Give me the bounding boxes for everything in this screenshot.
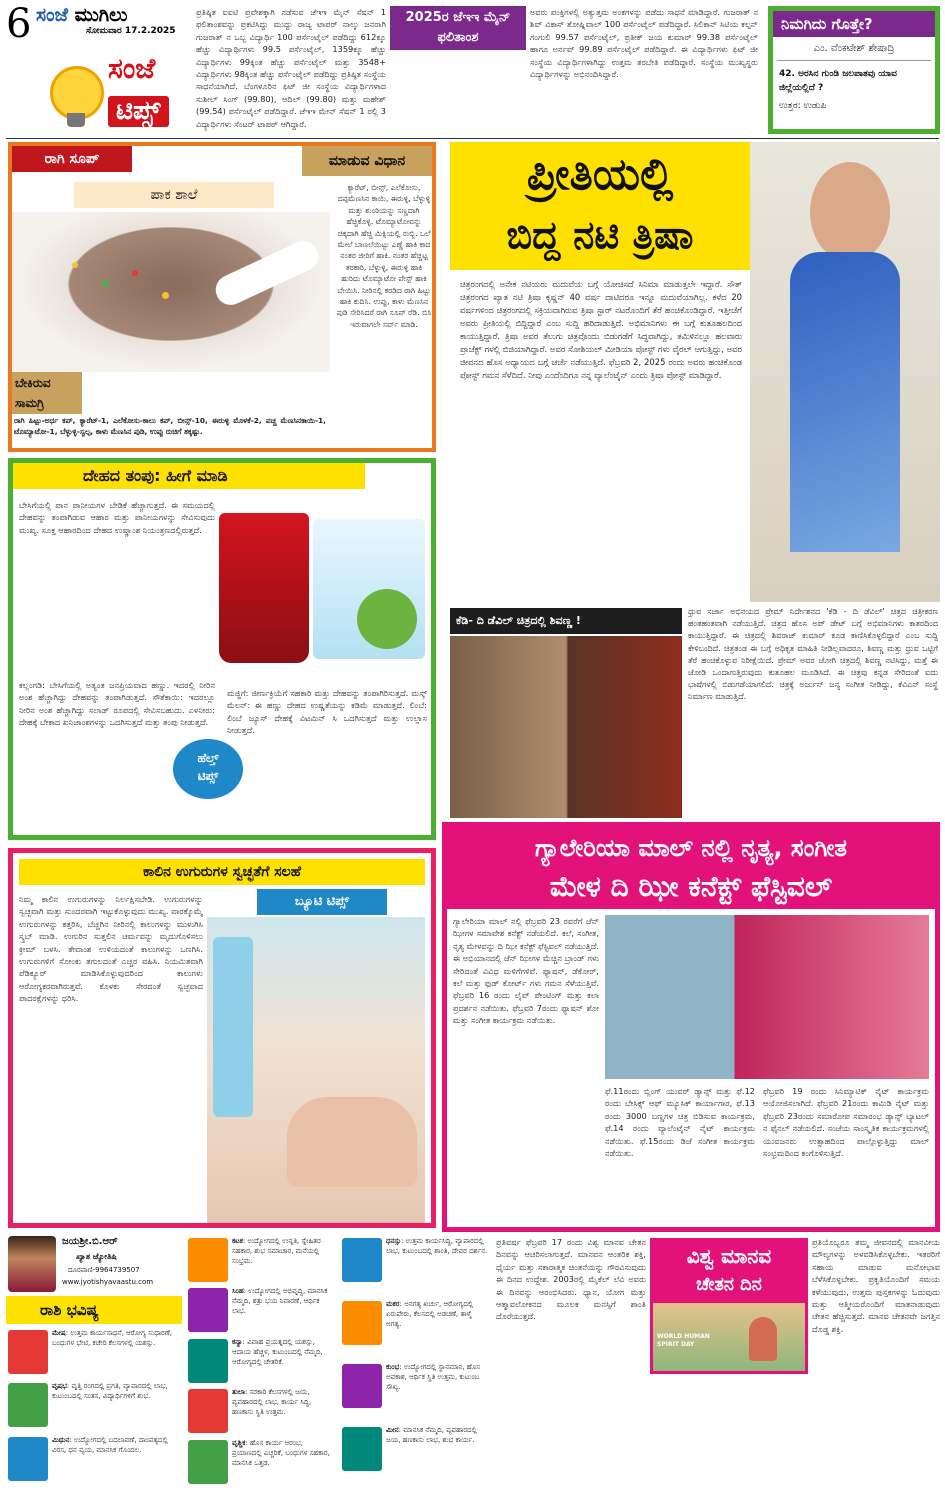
- rashi-prediction: ವೃತ್ತಿ ರಂಗದಲ್ಲಿ ಪ್ರಗತಿ, ವ್ಯಾಪಾರದಲ್ಲಿ ಲಾಭ, ಕುಟುಂಬದಲ್ಲಿ ಸಂತಸ, ವಿದ್ಯಾರ್ಥಿಗಳಿಗೆ ಶುಭ.: [52, 1382, 168, 1401]
- trisha-article: [450, 142, 940, 602]
- rashi-text: ಮೇಷ: ಉತ್ತಮ ಕಾರ್ಯಸಾಧನೆ, ಆರೋಗ್ಯ ಸುಧಾರಣೆ, ಬಂಧುಗಳ ಭೇಟಿ, ಕಚೇರಿ ಕೆಲಸಗಳಲ್ಲಿ ಯಶಸ್ಸು.: [52, 1329, 173, 1347]
- rashi-prediction: ಅನಗತ್ಯ ಖರ್ಚು, ಆರೋಗ್ಯದಲ್ಲಿ ಏರುಪೇರು, ಕೆಲಸದಲ್ಲಿ ಅಡಚಣೆ, ತಾಳ್ಮೆ ಅಗತ್ಯ.: [386, 1300, 474, 1328]
- zodiac-icon: [342, 1427, 382, 1471]
- rashi-name: ಕುಂಭ: [386, 1363, 400, 1371]
- page-number: 6: [6, 4, 32, 44]
- rashi-name: ಕಟಕ: [232, 1237, 243, 1245]
- shivanna-text: ಧ್ರುವ ಸರ್ಜಾ ಅಭಿನಯದ ಪ್ರೇಮ್ ನಿರ್ದೇಶನದ 'ಕೆಡಿ - ದಿ ಡೆವಿಲ್' ಚಿತ್ರದ ಚಿತ್ರೀಕರಣ ಹಂತಹಂತವಾಗಿ ನಡೆಯುತ್ತಿದೆ. ಚಿತ್ರದ ಹೊಸ ಅಪ್ ಡೇಟ್ ಬಗ್ಗೆ ಅಭಿಮಾನಿಗಳು ಕಾತರದಿಂದ ಕಾಯುತ್ತಿದ್ದಾರೆ. ಈ ಚಿತ್ರದಲ್ಲಿ ಶಿವರಾಜ್ ಕುಮಾರ್ ಕೂಡ ಕಾಣಿಸಿಕೊಳ್ಳಲಿದ್ದಾರೆ ಎಂಬ ಸುದ್ದಿ ಕೇಳಿಬಂದಿದೆ. ಚಿತ್ರತಂಡ ಈ ಬಗ್ಗೆ ಅಧಿಕೃತ ಮಾಹಿತಿ ನೀಡಿಲ್ಲವಾದರೂ, ಶಿವಣ್ಣ ಮತ್ತು ಧ್ರುವ ಒಟ್ಟಿಗೆ ತೆರೆ ಹಂಚಿಕೊಳ್ಳುವ ನಿರೀಕ್ಷೆಯಿದೆ. ಪ್ರೇಮ್ ಅವರ ಜೋಗಿ ಚಿತ್ರದಲ್ಲಿ ಶಿವಣ್ಣ ನಟಿಸಿದ್ದು, ಮತ್ತೆ ಈ ಜೋಡಿ ಒಂದಾಗುತ್ತಿರುವುದು ಕುತೂಹಲ ಮೂಡಿಸಿದೆ. ಈ ಚಿತ್ರವು ಕನ್ನಡ ಸೇರಿದಂತೆ ಐದು ಭಾಷೆಗಳಲ್ಲಿ ಬಿಡುಗಡೆಯಾಗಲಿದೆ. ಚಿತ್ರಕ್ಕೆ ಅರ್ಜುನ್ ಜನ್ಯ ಸಂಗೀತ ನೀಡಿದ್ದು, ಕೆವಿಎನ್ ಸಂಸ್ಥೆ ನಿರ್ಮಾಣ ಮಾಡುತ್ತಿದೆ.: [688, 607, 938, 702]
- quiz-question: 42. ಅರಸಿನ ಗುಂಡಿ ಜಲಪಾತವು ಯಾವ ಜಿಲ್ಲೆಯಲ್ಲಿದೆ ?: [779, 69, 897, 93]
- watermelon-juice-image: [219, 513, 309, 663]
- shivanna-tag: ಕೆಡಿ- ದಿ ಡೆವಿಲ್ ಚಿತ್ರದಲ್ಲಿ ಶಿವಣ್ಣ !: [450, 608, 682, 634]
- rashi-prediction: ಉದ್ಯೋಗದಲ್ಲಿ ಬದಲಾವಣೆ, ದಾಂಪತ್ಯದಲ್ಲಿ ವಿರಸ, ಧನ ವ್ಯಯ, ಮಾನಸಿಕ ಗೊಂದಲ.: [52, 1435, 168, 1454]
- rashi-item: [6, 1381, 182, 1432]
- world-day-title: ವಿಶ್ವ ಮಾನವ ಚೇತನ ದಿನ: [653, 1241, 805, 1303]
- jee-article-col2: ಅವರು ಪಂಕ್ತಿಗಳಲ್ಲಿ ಅತ್ಯುತ್ತಮ ಅಂಕಗಳನ್ನು ಪಡೆದು ಸಾಧನೆ ಮಾಡಿದ್ದಾರೆ. ಗುಜರಾತ್ ನ ಶಿವ್ ವಿಕಾಸ್ ತೋಷ್ನಿವಾಲ್ 100 ಪರ್ಸೆಂಟೈಲ್ ಪಡೆದಿದ್ದಾರೆ. ಸಿಲಿಕಾನ್ ಸಿಟಿಯ ಕಲ್ಪನ್ ಗಂಗುಲಿ 99.57 ಪರ್ಸೆಂಟೈಲ್, ಪ್ರತೀಕ್ ಜಯ ಕುಮಾರ್ 99.38 ಪರ್ಸೆಂಟೈಲ್ ಹಾಗೂ ಅರ್ನವ್ 99.89 ಪರ್ಸೆಂಟೈಲ್ ಪಡೆದಿದ್ದಾರೆ. ಈ ವಿದ್ಯಾರ್ಥಿಗಳು ಫಿಟ್ ಜೀ ಸಂಸ್ಥೆಯ ವಿದ್ಯಾರ್ಥಿಗಳಾಗಿದ್ದು ಉತ್ತಮ ತರಬೇತಿ ಪಡೆದಿದ್ದಾರೆ. ಸಂಸ್ಥೆಯ ಮುಖ್ಯಸ್ಥರು ವಿದ್ಯಾರ್ಥಿಗಳನ್ನು ಅಭಿನಂದಿಸಿದ್ದಾರೆ.: [530, 7, 758, 80]
- trisha-headline-2: ಬಿದ್ದ ನಟಿ ತ್ರಿಷಾ: [506, 213, 694, 257]
- world-day-image-caption: WORLD HUMAN SPIRIT DAY: [657, 1333, 710, 1348]
- rashi-text: ತುಲಾ: ಸರಕಾರಿ ಕೆಲಸಗಳಲ್ಲಿ ಜಯ, ವ್ಯವಹಾರದಲ್ಲಿ ಲಾಭ, ಕಾರ್ಯ ಸಿದ್ಧಿ, ಹಣಕಾಸು ಸ್ಥಿತಿ ಉತ್ತಮ.: [232, 1388, 312, 1417]
- rashi-name: ಮಿಥುನ: [52, 1435, 70, 1444]
- rashi-name: ಮೇಷ: [52, 1329, 66, 1337]
- zodiac-icon: [188, 1339, 228, 1383]
- feet-text: ನಿಮ್ಮ ಕಾಲಿನ ಉಗುರುಗಳನ್ನು ನಿರ್ಲಕ್ಷಿಸಬೇಡಿ. ಉಗುರುಗಳನ್ನು ಸ್ವಚ್ಛವಾಗಿ ಮತ್ತು ಸುಂದರವಾಗಿ ಇಟ್ಟುಕೊಳ್ಳುವುದು ಮುಖ್ಯ. ವಾರಕ್ಕೊಮ್ಮೆ ಉಗುರುಗಳನ್ನು ಕತ್ತರಿಸಿ, ಬೆಚ್ಚಗಿನ ನೀರಿನಲ್ಲಿ ಕಾಲುಗಳನ್ನು ಮುಳುಗಿಸಿ ಸ್ಕ್ರಬ್ ಮಾಡಿ. ಉಗುರಿನ ಸುತ್ತಲಿನ ಚರ್ಮವನ್ನು ಮೃದುಗೊಳಿಸಲು ಕ್ರೀಮ್ ಬಳಸಿ. ತೇವಾಂಶ ಉಳಿಯದಂತೆ ಕಾಲುಗಳನ್ನು ಒಣಗಿಸಿ. ಉಗುರುಗಳಿಗೆ ಸೋಂಕು ತಗುಲದಂತೆ ಎಚ್ಚರ ವಹಿಸಿ. ನಿಯಮಿತವಾಗಿ ಪೆಡಿಕ್ಯೂರ್ ಮಾಡಿಸಿಕೊಳ್ಳುವುದರಿಂದ ಕಾಲುಗಳು ಆರೋಗ್ಯಕರವಾಗಿರುತ್ತವೆ. ಕೊಳಕು ಸೇರದಂತೆ ಸ್ವಚ್ಛವಾದ ಪಾದರಕ್ಷೆಗಳನ್ನು ಧರಿಸಿ.: [19, 894, 203, 1004]
- zodiac-icon: [342, 1301, 382, 1345]
- rashi-name: ತುಲಾ: [232, 1388, 245, 1397]
- rashi-item: [6, 1328, 182, 1379]
- rashi-text: ಕುಂಭ: ಉದ್ಯೋಗದಲ್ಲಿ ಸ್ಥಾನಮಾನ, ಹೊಸ ಅವಕಾಶ, ಆರ್ಥಿಕ ಸ್ಥಿತಿ ಉತ್ತಮ, ಕುಟುಂಬ ಸೌಖ್ಯ.: [386, 1363, 480, 1391]
- trisha-photo: [750, 142, 940, 602]
- health-items-right: ಮಜ್ಜಿಗೆ: ಜೀರ್ಣಕ್ರಿಯೆಗೆ ಸಹಕಾರಿ ಮತ್ತು ದೇಹವನ್ನು ತಂಪಾಗಿರಿಸುತ್ತದೆ. ಮಸ್ಕ್ ಮೆಲನ್: ಈ ಹಣ್ಣು ದೇಹದ ಉಷ್ಣತೆಯನ್ನು ಕಡಿಮೆ ಮಾಡುತ್ತದೆ. ಲಿಂಬೆ: ಲಿಂಬೆ ಜ್ಯೂಸ್ ದೇಹಕ್ಕೆ ವಿಟಮಿನ್ ಸಿ ಒದಗಿಸುತ್ತದೆ ಮತ್ತು ಉಲ್ಲಾಸ ನೀಡುತ್ತದೆ.: [227, 688, 427, 736]
- ingredients-label: ಬೇಕಿರುವ ಸಾಮಗ್ರಿ: [12, 372, 82, 414]
- issue-date: ಸೋಮವಾರ 17.2.2025: [86, 26, 176, 36]
- rashi-text: ವೃಶ್ಚಿಕ: ಹೊಸ ಕಾರ್ಯ ಆರಂಭ, ಪ್ರಯಾಣದಲ್ಲಿ ಎಚ್ಚರಿಕೆ, ಬಂಧುಗಳ ಸಹಕಾರ, ಮಾನಸಿಕ ಒತ್ತಡ.: [232, 1438, 330, 1467]
- galleria-painting-image: [605, 915, 929, 1079]
- world-day-box: [650, 1238, 808, 1374]
- foot-care-image: [207, 917, 425, 1223]
- rashi-text: ಕಟಕ: ಉದ್ಯೋಗದಲ್ಲಿ ಉನ್ನತಿ, ಸ್ನೇಹಿತರ ಸಹಕಾರ, ಶುಭ ಸಮಾಚಾರ, ಮನೆಯಲ್ಲಿ ಸಂಭ್ರಮ.: [232, 1237, 321, 1265]
- zodiac-icon: [188, 1288, 228, 1332]
- rashi-prediction: ಮಾನಸಿಕ ನೆಮ್ಮದಿ, ವ್ಯವಹಾರದಲ್ಲಿ ಜಯ, ಹಣಕಾಸು ಲಾಭ, ಶುಭ ಕಾರ್ಯ.: [386, 1426, 477, 1444]
- jee-article-col1: ಪ್ರತಿಷ್ಠಿತ ಐಐಟಿ ಪ್ರವೇಶಕ್ಕಾಗಿ ನಡೆಸುವ ಜೆಇಇ ಮೈನ್ ಸೆಷನ್ 1 ಫಲಿತಾಂಶವನ್ನು ಪ್ರಕಟಿಸಿದ್ದು ಮುದ್ದು ರಾಜ್ಯ ಟಾಪರ್ ನಾಲ್ಕು ಜನರಾಗಿ ಗುಜರಾತ್ ನ ಒಬ್ಬ ವಿದ್ಯಾರ್ಥಿ 100 ಪರ್ಸೆಂಟೈಲ್ ಪಡೆದಿದ್ದು 612ಕ್ಕೂ ಹೆಚ್ಚು ವಿದ್ಯಾರ್ಥಿಗಳು 99.5 ಪರ್ಸೆಂಟೈಲ್, 1359ಕ್ಕೂ ಹೆಚ್ಚು ವಿದ್ಯಾರ್ಥಿಗಳು 99ಕ್ಕಿಂತ ಹೆಚ್ಚು ಪರ್ಸೆಂಟೈಲ್ ಮತ್ತು 3548+ ವಿದ್ಯಾರ್ಥಿಗಳು 98ಕ್ಕಿಂತ ಹೆಚ್ಚು ಪರ್ಸೆಂಟೈಲ್ ಪಡೆದಿದ್ದು ಪ್ರತಿಷ್ಠಿತ ಸಂಸ್ಥೆಯ ಸಾಧನೆಯಾಗಿದೆ. ಬೆಂಗಳೂರಿನ ಫಿಟ್ ಜೀ ಸಂಸ್ಥೆಯ ವಿದ್ಯಾರ್ಥಿಗಳಾದ ಸುಶೀಲ್ ಸಿಂಗ್ (99.80), ಆದಿಲ್ (99.80) ಮತ್ತು ಮಹೇಶ್ (99.54) ಪರ್ಸೆಂಟೈಲ್ ಪಡೆದಿದ್ದಾರೆ. ಜೆಇಇ ಮೇನ್ ಸೆಷನ್ 1 ರಲ್ಲಿ 3 ವಿದ್ಯಾರ್ಥಿಗಳು ಸೆಂಟರ್ ಟಾಪರ್ ಆಗಿದ್ದಾರೆ.: [196, 7, 386, 129]
- astrologer-name: ಜಯಶ್ರೀ.ಬಿ.ಆರ್: [62, 1236, 118, 1247]
- astrologer-phone: ದೂರವಾಣಿ-9964739507: [68, 1266, 140, 1274]
- rashi-name: ಮೀನ: [386, 1426, 399, 1434]
- galleria-col2: ಫೆ.11ರಂದು ಬ್ಲಿಂಗ್ ಯುವರ್ ಡ್ಯಾನ್ಸ್ ಮತ್ತು ಫೆ.12 ರಂದು ಬೇಸಿಕ್ಸ್ ಆಫ್ ಮ್ಯೂಸಿಕ್ ಕಾರ್ಯಾಗಾರ, ಫೆ.13 ರಂದು 3000 ಬಣ್ಣಗಳ ಚಿತ್ರ ಬಿಡಿಸುವ ಕಾರ್ಯಕ್ರಮ, ಫೆ.14 ರಂದು ವ್ಯಾಲೆಂಟೈನ್ ನೈಟ್ ಕಾರ್ಯಕ್ರಮ ನಡೆಯಿತು. ಫೆ.15ರಂದು ಡಿಜೆ ಸಂಗೀತ ಕಾರ್ಯಕ್ರಮ ನಡೆಯಿತು.: [605, 1086, 755, 1159]
- rashi-item: [340, 1425, 490, 1486]
- feet-box: [8, 848, 436, 1228]
- recipe-ingredients: ರಾಗಿ ಹಿಟ್ಟು-ಅರ್ಧ ಕಪ್, ಕ್ಯಾರೆಟ್-1, ಎಲೆಕೋಸು-ಕಾಲು ಕಪ್, ಬೀನ್ಸ್-10, ಈರುಳ್ಳಿ ಮೊಳಕೆ-2, ಪಚ್ಚ ಮೆಣಸಿನಕಾಯಿ-1, ಟೊಮ್ಯಾಟೋ-1, ಬೆಳ್ಳುಳ್ಳಿ-ಸ್ವಲ್ಪ, ಕಾಳು ಮೆಣಸಿನ ಪುಡಿ, ಉಪ್ಪು ರುಚಿಗೆ ತಕ್ಕಷ್ಟು.: [14, 416, 326, 436]
- zodiac-icon: [8, 1330, 48, 1374]
- galleria-box: [442, 822, 940, 1232]
- section-title: ಸಂಜೆ: [108, 52, 156, 85]
- rashi-prediction: ಉತ್ತಮ ಕಾರ್ಯಸಾಧನೆ, ಆರೋಗ್ಯ ಸುಧಾರಣೆ, ಬಂಧುಗಳ ಭೇಟಿ, ಕಚೇರಿ ಕೆಲಸಗಳಲ್ಲಿ ಯಶಸ್ಸು.: [52, 1329, 173, 1347]
- rashi-text: ಧನಸ್ಸು: ಉತ್ತಮ ಕಾರ್ಯಸಿದ್ಧಿ, ವ್ಯಾಪಾರದಲ್ಲಿ ಲಾಭ, ಕುಟುಂಬದಲ್ಲಿ ಶಾಂತಿ, ದೇವರ ದರ್ಶನ.: [386, 1237, 488, 1255]
- world-day-col2: ಪ್ರತಿಯೊಬ್ಬರೂ ತಮ್ಮ ಜೀವನದಲ್ಲಿ ಮಾನವೀಯ ಮೌಲ್ಯಗಳನ್ನು ಅಳವಡಿಸಿಕೊಳ್ಳಬೇಕು. ಇತರರಿಗೆ ಸಹಾಯ ಮಾಡುವ ಮನೋಭಾವ ಬೆಳೆಸಿಕೊಳ್ಳಬೇಕು. ಪ್ರಕೃತಿಯೊಂದಿಗೆ ಸಮಯ ಕಳೆಯುವುದು, ಉತ್ತಮ ಪುಸ್ತಕಗಳನ್ನು ಓದುವುದು ಮತ್ತು ಆತ್ಮೀಯರೊಂದಿಗೆ ಮಾತನಾಡುವುದು ಚೇತನ ಹೆಚ್ಚಿಸುತ್ತದೆ. ಮಾನವ ಚೇತನವೇ ಜಗತ್ತಿನ ದೊಡ್ಡ ಶಕ್ತಿ.: [812, 1237, 940, 1334]
- galleria-headline-2: ಮೇಳ ದಿ ಝೀ ಕನೆಕ್ಟ್ ಫೆಸ್ಟಿವಲ್: [549, 870, 833, 903]
- astrologer-card: [6, 1236, 182, 1294]
- rashi-text: ಮಕರ: ಅನಗತ್ಯ ಖರ್ಚು, ಆರೋಗ್ಯದಲ್ಲಿ ಏರುಪೇರು, ಕೆಲಸದಲ್ಲಿ ಅಡಚಣೆ, ತಾಳ್ಮೆ ಅಗತ್ಯ.: [386, 1300, 474, 1328]
- jee-tag: 2025ರ ಜೆಇಇ ಮೈನ್ ಫಲಿತಾಂಶ: [390, 6, 526, 50]
- zodiac-icon: [188, 1440, 228, 1484]
- quiz-answer: ಉತ್ತರ: ಉಡುಪಿ: [779, 101, 827, 111]
- bulb-icon: [50, 66, 104, 120]
- rashi-item: [6, 1435, 182, 1486]
- rashi-item: [340, 1299, 490, 1360]
- rashi-name: ಧನಸ್ಸು: [386, 1237, 402, 1245]
- galleria-headline-1: ಗ್ಯಾಲೇರಿಯಾ ಮಾಲ್ ನಲ್ಲಿ ನೃತ್ಯ, ಸಂಗೀತ: [534, 834, 847, 862]
- recipe-box: [8, 142, 436, 452]
- feet-title: ಕಾಲಿನ ಉಗುರುಗಳ ಸ್ವಚ್ಛತೆಗೆ ಸಲಹೆ: [19, 859, 425, 885]
- method-label: ಮಾಡುವ ವಿಧಾನ: [302, 146, 432, 176]
- meditation-image: [653, 1303, 805, 1371]
- rashi-name: ಸಿಂಹ: [232, 1287, 244, 1296]
- zodiac-icon: [8, 1437, 48, 1481]
- avatar: [8, 1236, 56, 1292]
- rashi-text: ಮಿಥುನ: ಉದ್ಯೋಗದಲ್ಲಿ ಬದಲಾವಣೆ, ದಾಂಪತ್ಯದಲ್ಲಿ ವಿರಸ, ಧನ ವ್ಯಯ, ಮಾನಸಿಕ ಗೊಂದಲ.: [52, 1435, 168, 1454]
- rashi-prediction: ಉತ್ತಮ ಕಾರ್ಯಸಿದ್ಧಿ, ವ್ಯಾಪಾರದಲ್ಲಿ ಲಾಭ, ಕುಟುಂಬದಲ್ಲಿ ಶಾಂತಿ, ದೇವರ ದರ್ಶನ.: [386, 1237, 488, 1255]
- rashi-name: ವೃಶ್ಚಿಕ: [232, 1438, 246, 1447]
- rashi-item: [186, 1438, 336, 1486]
- galleria-col1: ಗ್ಯಾಲೇರಿಯಾ ಮಾಲ್ ನಲ್ಲಿ ಫೆಬ್ರವರಿ 23 ರವರೆಗೆ ಜೆನ್ ಝೀಗಳ ಸಮಾವೇಶ ಕನೆಕ್ಟ್ ನಡೆಯಲಿದೆ. ಕಲೆ, ಸಂಗೀತ, ನೃತ್ಯ ಮೇಳವನ್ನು ದಿ ಝೀ ಕನೆಕ್ಟ್ ಫೆಸ್ಟಿವಲ್ ನಡೆಯುತ್ತಿದೆ. ಈ ಅಭಿಯಾನದಲ್ಲಿ ಜೆನ್ ಝೀಗಳ ಮೆಚ್ಚಿನ ಬ್ರಾಂಡ್ ಗಳು ಸೇರಿದಂತೆ ವಿವಿಧ ಮಳಿಗೆಗಳಿವೆ. ಫ್ಯಾಷನ್, ಡೆಕೋರ್, ಕಲೆ ಮತ್ತು ಫುಡ್ ಕೋರ್ಟ್ ಗಳು ಗಮನ ಸೆಳೆಯುತ್ತಿವೆ. ಫೆಬ್ರವರಿ 16 ರಂದು ಲೈವ್ ಪೇಂಟಿಂಗ್ ಮತ್ತು ಕಲಾ ಪ್ರದರ್ಶನ ನಡೆಯಿತು. ಫೆಬ್ರವರಿ 7ರಂದು ಫ್ಯಾಷನ್ ಶೋ ಮತ್ತು ಸಂಗೀತ ಕಾರ್ಯಕ್ರಮ ನಡೆಯಿತು.: [453, 916, 599, 1026]
- trisha-headline-1: ಪ್ರೀತಿಯಲ್ಲಿ: [526, 149, 674, 200]
- health-intro: ಬೇಸಿಗೆಯಲ್ಲಿ ಪಾನ ಪಾನೀಯಗಳ ಬೇಡಿಕೆ ಹೆಚ್ಚಾಗುತ್ತದೆ. ಈ ಸಮಯದಲ್ಲಿ ದೇಹವನ್ನು ತಂಪಾಗಿಡುವ ಆಹಾರ ಮತ್ತು ಪಾನೀಯಗಳನ್ನು ಸೇವಿಸುವುದು ಮುಖ್ಯ. ಸೂಕ್ತ ಆಹಾರದಿಂದ ದೇಹದ ಉಷ್ಣಾಂಶ ನಿಯಂತ್ರಣದಲ್ಲಿರುತ್ತದೆ.: [19, 500, 215, 535]
- rashi-prediction: ಉದ್ಯೋಗದಲ್ಲಿ ಉನ್ನತಿ, ಸ್ನೇಹಿತರ ಸಹಕಾರ, ಶುಭ ಸಮಾಚಾರ, ಮನೆಯಲ್ಲಿ ಸಂಭ್ರಮ.: [232, 1237, 321, 1265]
- rashi-item: [340, 1236, 490, 1297]
- rashi-name: ಕನ್ಯಾ: [232, 1337, 243, 1346]
- rashi-prediction: ಉದ್ಯೋಗದಲ್ಲಿ ಸ್ಥಾನಮಾನ, ಹೊಸ ಅವಕಾಶ, ಆರ್ಥಿಕ ಸ್ಥಿತಿ ಉತ್ತಮ, ಕುಟುಂಬ ಸೌಖ್ಯ.: [386, 1363, 480, 1391]
- rashi-prediction: ಸರಕಾರಿ ಕೆಲಸಗಳಲ್ಲಿ ಜಯ, ವ್ಯವಹಾರದಲ್ಲಿ ಲಾಭ, ಕಾರ್ಯ ಸಿದ್ಧಿ, ಹಣಕಾಸು ಸ್ಥಿತಿ ಉತ್ತಮ.: [232, 1388, 312, 1417]
- rashi-prediction: ಉದ್ಯೋಗದಲ್ಲಿ ಅಭಿವೃದ್ಧಿ, ಮಾನಸಿಕ ನೆಮ್ಮದಿ, ಶತ್ರು ಭಯ ನಿವಾರಣೆ, ಆರ್ಥಿಕ ಲಾಭ.: [232, 1287, 328, 1316]
- rashi-item: [186, 1286, 336, 1334]
- quiz-author: ಎಂ. ವೆಂಕಟೇಶ್ ಶೇಷಾದ್ರಿ: [813, 43, 895, 54]
- rashi-text: ಕನ್ಯಾ: ವಿವಾಹ ಪ್ರಯತ್ನದಲ್ಲಿ ಯಶಸ್ಸು, ಆದಾಯ ಹೆಚ್ಚಳ, ಕುಟುಂಬದಲ್ಲಿ ನೆಮ್ಮದಿ, ಆರೋಗ್ಯದಲ್ಲಿ ಚೇತರಿಕೆ.: [232, 1337, 323, 1366]
- recipe-title: ರಾಗಿ ಸೂಪ್: [12, 146, 132, 172]
- health-tips-badge: ಹೆಲ್ತ್ ಟಿಪ್ಸ್: [173, 739, 243, 799]
- rashi-item: [186, 1337, 336, 1385]
- rashi-name: ವೃಷಭ: [52, 1382, 67, 1391]
- health-items-left: ಕಲ್ಲಂಗಡಿ: ಬೇಸಿಗೆಯಲ್ಲಿ ಅತ್ಯಂತ ಜನಪ್ರಿಯವಾದ ಹಣ್ಣು. ಇದರಲ್ಲಿ ನೀರಿನ ಅಂಶ ಹೆಚ್ಚಾಗಿದ್ದು ದೇಹವನ್ನು ತಂಪಾಗಿಡುತ್ತದೆ. ಸೌತೆಕಾಯಿ: ಇದರಲ್ಲೂ ನೀರಿನ ಅಂಶ ಹೆಚ್ಚಾಗಿದ್ದು ಸಲಾಡ್ ರೂಪದಲ್ಲಿ ಸೇವಿಸಬಹುದು. ಎಳನೀರು: ದೇಹಕ್ಕೆ ಬೇಕಾದ ಖನಿಜಾಂಶಗಳನ್ನು ಒದಗಿಸುತ್ತದೆ ಮತ್ತು ತಂಪು ನೀಡುತ್ತದೆ.: [19, 680, 215, 728]
- galleria-col3: ಫೆಬ್ರವರಿ 19 ರಂದು ಸಿನಿಮ್ಯಾಟಿಕ್ ನೈಟ್ ಕಾರ್ಯಕ್ರಮ ಆಯೋಜಿಸಲಾಗಿದೆ. ಫೆಬ್ರವರಿ 21ರಂದು ಕಾಮಿಡಿ ನೈಟ್ ಮತ್ತು ಫೆಬ್ರವರಿ 23ರಂದು ಸಮಾರೋಪ ಸಮಾರಂಭ ಡ್ಯಾನ್ಸ್ ಬ್ಯಾಟಲ್ ನ ಫೈನಲ್ ನಡೆಯಲಿದೆ. ಸಂಜೆಯ ಸಾಂಸ್ಕೃತಿಕ ಕಾರ್ಯಕ್ರಮಗಳಲ್ಲಿ ಯುವಜನರು ಉತ್ಸಾಹದಿಂದ ಪಾಲ್ಗೊಳ್ಳುತ್ತಿದ್ದು ಮಾಲ್ ಸಂಭ್ರಮದಿಂದ ಕಂಗೊಳಿಸುತ್ತಿದೆ.: [763, 1086, 929, 1159]
- rashi-name: ಮಕರ: [386, 1300, 400, 1308]
- rashi-title: ರಾಶಿ ಭವಿಷ್ಯ: [6, 1296, 182, 1324]
- rashi-text: ಸಿಂಹ: ಉದ್ಯೋಗದಲ್ಲಿ ಅಭಿವೃದ್ಧಿ, ಮಾನಸಿಕ ನೆಮ್ಮದಿ, ಶತ್ರು ಭಯ ನಿವಾರಣೆ, ಆರ್ಥಿಕ ಲಾಭ.: [232, 1287, 328, 1316]
- rashi-item: [186, 1387, 336, 1435]
- astrologer-role: ಖ್ಯಾತ ಜ್ಯೋತಿಷಿ: [76, 1252, 117, 1261]
- kitchen-label: ಪಾಕ ಶಾಲೆ: [74, 182, 274, 208]
- recipe-method: ಕ್ಯಾರೆಟ್, ಬೀನ್ಸ್, ಎಲೆಕೋಸು, ದಪ್ಪಮೆಣಸಿನ ಕಾಯಿ, ಈರುಳ್ಳಿ, ಬೆಳ್ಳುಳ್ಳಿ ಮತ್ತು ಶುಂಠಿಯನ್ನು ಸಣ್ಣದಾಗಿ ಹೆಚ್ಚಿಕೊಳ್ಳಿ. ಟೊಮ್ಯಾಟೋವನ್ನು ಚಿಕ್ಕದಾಗಿ ಹೆಚ್ಚಿ ಮಿಕ್ಸಿಯಲ್ಲಿ ರುಬ್ಬಿ. ಒಲೆ ಮೇಲೆ ಬಾಣಲೆಯಿಟ್ಟು ಎಣ್ಣೆ ಹಾಕಿ ಕಾದ ನಂತರ ಜೀರಿಗೆ ಹಾಕಿ. ನಂತರ ಹೆಚ್ಚಿಟ್ಟ ತರಕಾರಿ, ಬೆಳ್ಳುಳ್ಳಿ, ಈರುಳ್ಳಿ ಹಾಕಿ ಹುರಿದು ಟೊಮ್ಯಾಟೋ ಪೇಸ್ಟ್ ಹಾಕಿ ಬೇಯಿಸಿ. ನೀರಿನಲ್ಲಿ ಕರಡಿದ ರಾಗಿ ಹಿಟ್ಟು ಹಾಕಿ ಕುದಿಸಿ. ಉಪ್ಪು, ಕಾಳು ಮೆಣಸಿನ ಪುಡಿ ಸೇರಿಸಿದರೆ ರಾಗಿ ಸೂಪ್ ರೆಡಿ. ಬಿಸಿ ಇರುವಾಗಲೇ ಸರ್ವ್ ಮಾಡಿ.: [336, 183, 432, 329]
- zodiac-icon: [188, 1389, 228, 1433]
- quiz-box: [768, 6, 940, 134]
- rashi-item: [186, 1236, 336, 1284]
- quiz-title: ನಿಮಗಿದು ಗೊತ್ತೇ?: [773, 11, 935, 37]
- section-subtitle: ಟಿಪ್ಸ್: [108, 96, 169, 127]
- rashi-text: ವೃಷಭ: ವೃತ್ತಿ ರಂಗದಲ್ಲಿ ಪ್ರಗತಿ, ವ್ಯಾಪಾರದಲ್ಲಿ ಲಾಭ, ಕುಟುಂಬದಲ್ಲಿ ಸಂತಸ, ವಿದ್ಯಾರ್ಥಿಗಳಿಗೆ ಶುಭ.: [52, 1382, 168, 1401]
- health-title: ದೇಹದ ತಂಪು: ಹೀಗೆ ಮಾಡಿ: [13, 463, 365, 489]
- soup-bowl-image: [12, 212, 330, 372]
- beauty-tips-badge: ಬ್ಯೂಟಿ ಟಿಪ್ಸ್: [257, 889, 387, 915]
- rashi-text: ಮೀನ: ಮಾನಸಿಕ ನೆಮ್ಮದಿ, ವ್ಯವಹಾರದಲ್ಲಿ ಜಯ, ಹಣಕಾಸು ಲಾಭ, ಶುಭ ಕಾರ್ಯ.: [386, 1426, 477, 1444]
- paper-name: ಸಂಜೆ ಮುಗಿಲು: [36, 4, 128, 26]
- zodiac-icon: [8, 1383, 48, 1427]
- world-day-col1: ಪ್ರತಿವರ್ಷ ಫೆಬ್ರವರಿ 17 ರಂದು ವಿಶ್ವ ಮಾನವ ಚೇತನ ದಿನವನ್ನು ಆಚರಿಸಲಾಗುತ್ತದೆ. ಮಾನವನ ಆಂತರಿಕ ಶಕ್ತಿ, ಧೈರ್ಯ ಮತ್ತು ಸಕಾರಾತ್ಮಕ ಚಿಂತನೆಯನ್ನು ಗೌರವಿಸುವುದು ಈ ದಿನದ ಉದ್ದೇಶ. 2003ರಲ್ಲಿ ಮೈಕೆಲ್ ಲೆವಿ ಅವರು ಈ ದಿನವನ್ನು ಆರಂಭಿಸಿದರು. ಧ್ಯಾನ, ಯೋಗ ಮತ್ತು ಆತ್ಮಾವಲೋಕನದ ಮೂಲಕ ಮನಸ್ಸಿಗೆ ಶಾಂತಿ ದೊರೆಯುತ್ತದೆ.: [496, 1237, 646, 1322]
- rashi-item: [340, 1362, 490, 1423]
- zodiac-icon: [342, 1238, 382, 1282]
- zodiac-icon: [188, 1238, 228, 1282]
- trisha-text: ಚಿತ್ರರಂಗದಲ್ಲಿ ಅನೇಕ ನಟಿಯರು ಮದುವೆಯ ಬಗ್ಗೆ ಯೋಚಿಸದೆ ಸಿನಿಮಾ ಮಾಡುತ್ತಲೇ ಇದ್ದಾರೆ. ಸೌತ್ ಚಿತ್ರರಂಗದ ಖ್ಯಾತ ನಟಿ ತ್ರಿಷಾ ಕೃಷ್ಣನ್ 40 ವರ್ಷ ದಾಟಿದರೂ ಇನ್ನೂ ಮದುವೆಯಾಗಿಲ್ಲ. ಕಳೆದ 20 ವರ್ಷಗಳಿಂದ ಚಿತ್ರರಂಗದಲ್ಲಿ ಸಕ್ರಿಯವಾಗಿರುವ ತ್ರಿಷಾ ಸ್ಟಾರ್ ನಟರೊಂದಿಗೆ ತೆರೆ ಹಂಚಿಕೊಂಡಿದ್ದಾರೆ. ಇತ್ತೀಚೆಗೆ ಅವರು ಪ್ರೀತಿಯಲ್ಲಿ ಬಿದ್ದಿದ್ದಾರೆ ಎಂಬ ಸುದ್ದಿ ಹರಿದಾಡುತ್ತಿದೆ. ಅಭಿಮಾನಿಗಳು ಈ ಬಗ್ಗೆ ಕುತೂಹಲದಿಂದ ಕಾಯುತ್ತಿದ್ದಾರೆ. ತ್ರಿಷಾ ಅವರ ತೆಲುಗು ಚಿತ್ರವೊಂದು ಬಿಡುಗಡೆಗೆ ಸಿದ್ಧವಾಗಿದ್ದು, ತಮಿಳಿನಲ್ಲೂ ಹಲವಾರು ಪ್ರಾಜೆಕ್ಟ್ ಗಳಲ್ಲಿ ಬಿಜಿಯಾಗಿದ್ದಾರೆ. ಅವರ ಸೋಶಿಯಲ್ ಮೀಡಿಯಾ ಪೋಸ್ಟ್ ಗಳು ವೈರಲ್ ಆಗುತ್ತಿದ್ದು, ಅವರ ಜೀವನದ ಹೊಸ ಅಧ್ಯಾಯದ ಬಗ್ಗೆ ಚರ್ಚೆ ನಡೆಯುತ್ತಿದೆ. ಫೆಬ್ರವರಿ 2, 2025 ರಂದು ಅವರು ಹಂಚಿಕೊಂಡ ಪೋಸ್ಟ್ ಗಮನ ಸೆಳೆದಿದೆ. ನೀವು ಎಂದೆಂದಿಗೂ ನನ್ನ ವ್ಯಾಲೆಂಟೈನ್ ಎಂದು ತ್ರಿಷಾ ಪೋಸ್ಟ್ ಮಾಡಿದ್ದಾರೆ.: [460, 279, 742, 380]
- coconut-water-image: [313, 519, 425, 659]
- astrologer-website: www.jyotishyavaastu.com: [62, 1278, 154, 1286]
- shivanna-photo: [450, 636, 682, 818]
- rashi-prediction: ವಿವಾಹ ಪ್ರಯತ್ನದಲ್ಲಿ ಯಶಸ್ಸು, ಆದಾಯ ಹೆಚ್ಚಳ, ಕುಟುಂಬದಲ್ಲಿ ನೆಮ್ಮದಿ, ಆರೋಗ್ಯದಲ್ಲಿ ಚೇತರಿಕೆ.: [232, 1337, 323, 1366]
- health-box: [8, 458, 436, 840]
- zodiac-icon: [342, 1364, 382, 1408]
- masthead: [36, 4, 190, 134]
- rashi-prediction: ಹೊಸ ಕಾರ್ಯ ಆರಂಭ, ಪ್ರಯಾಣದಲ್ಲಿ ಎಚ್ಚರಿಕೆ, ಬಂಧುಗಳ ಸಹಕಾರ, ಮಾನಸಿಕ ಒತ್ತಡ.: [232, 1438, 330, 1467]
